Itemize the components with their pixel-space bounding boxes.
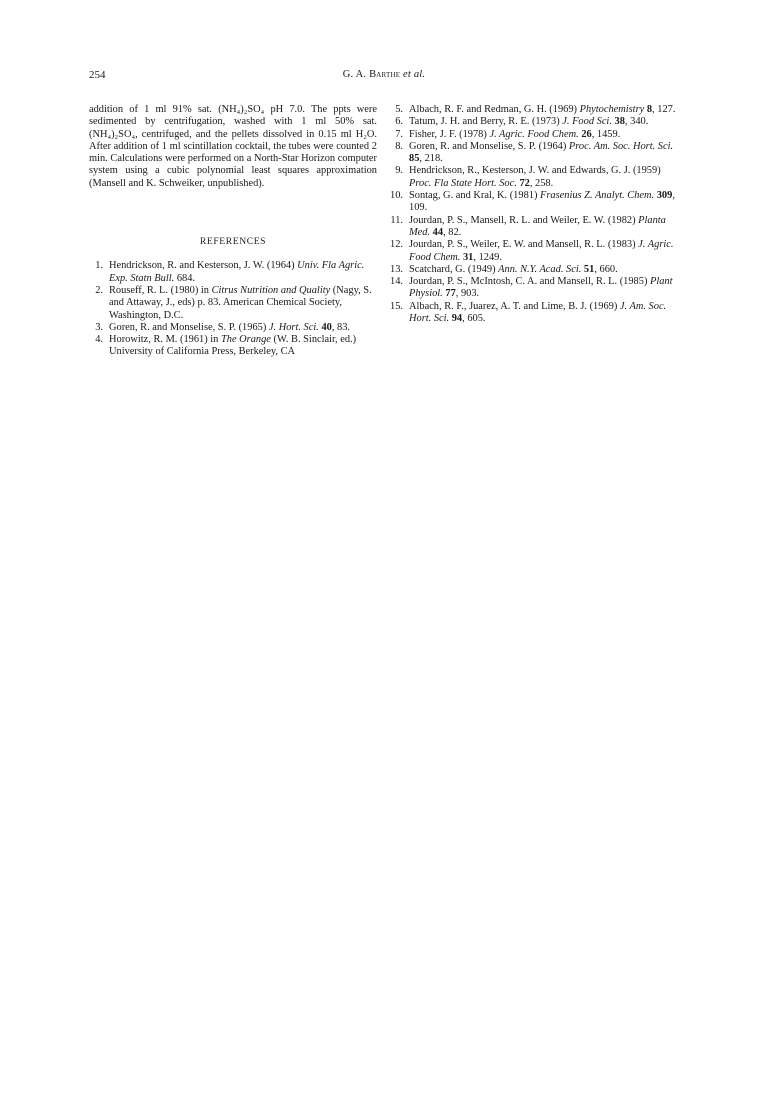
running-head	[0, 69, 768, 81]
reference-number: 12.	[390, 239, 403, 251]
reference-item	[389, 301, 681, 326]
reference-authors-year: Rouseff, R. L. (1980) in	[109, 284, 212, 296]
reference-volume: 94	[451, 313, 463, 325]
reference-item	[89, 260, 377, 285]
reference-authors-year: Horowitz, R. M. (1961) in	[109, 334, 221, 346]
reference-source: J. Food Sci.	[562, 116, 612, 128]
reference-volume: 51	[583, 263, 595, 275]
reference-volume: 85	[409, 153, 420, 165]
reference-authors-year: Albach, R. F. and Redman, G. H. (1969)	[409, 104, 580, 115]
running-head-et-al: et al.	[403, 69, 426, 80]
reference-number: 11.	[390, 214, 403, 226]
reference-pages: , 1459.	[591, 128, 621, 140]
reference-pages: , 127.	[652, 104, 676, 115]
reference-volume: 72	[519, 177, 530, 189]
reference-source: J. Agric. Food Chem.	[409, 239, 674, 263]
reference-source: Frasenius Z. Analyt. Chem.	[540, 190, 655, 202]
reference-number: 5.	[395, 104, 403, 115]
page-number: 254	[89, 69, 106, 81]
reference-item	[389, 116, 681, 128]
reference-number: 3.	[95, 321, 103, 333]
reference-volume: 309	[656, 190, 673, 202]
reference-source: Univ. Fla Agric. Exp. Statn Bull.	[109, 260, 365, 284]
reference-authors-year: Jourdan, P. S., Weiler, E. W. and Mansell, R. L. (1983)	[409, 239, 639, 251]
reference-item	[389, 215, 681, 240]
reference-pages: (W. B. Sinclair, ed.) University of California Press, Berkeley, CA	[109, 334, 357, 358]
reference-authors-year: Goren, R. and Monselise, S. P. (1965)	[109, 321, 269, 333]
reference-number: 9.	[395, 165, 403, 177]
reference-item	[389, 239, 681, 264]
reference-item	[389, 165, 681, 190]
reference-number: 7.	[395, 128, 403, 140]
reference-item	[89, 334, 377, 359]
reference-source: J. Hort. Sci.	[268, 321, 319, 333]
reference-volume: 38	[614, 116, 625, 128]
reference-authors-year: Hendrickson, R. and Kesterson, J. W. (1964)	[109, 260, 298, 272]
right-column	[389, 104, 681, 325]
reference-list-left	[89, 260, 377, 358]
reference-item	[389, 276, 681, 301]
reference-authors-year: Hendrickson, R., Kesterson, J. W. and Edwards, G. J. (1959)	[409, 165, 661, 177]
reference-list-right	[389, 104, 681, 325]
reference-source: Proc. Am. Soc. Hort. Sci.	[568, 140, 674, 152]
reference-number: 8.	[395, 140, 403, 152]
running-head-initials: G. A.	[342, 69, 367, 80]
reference-source: Planta Med.	[409, 214, 666, 238]
reference-authors-year: Tatum, J. H. and Berry, R. E. (1973)	[409, 116, 563, 128]
reference-number: 15.	[390, 300, 403, 312]
reference-volume: 77	[445, 288, 456, 300]
reference-number: 10.	[390, 190, 403, 202]
reference-source: Ann. N.Y. Acad. Sci.	[498, 263, 582, 275]
body-paragraph: addition of 1 ml 91% sat. (NH₄)₂SO₄ pH 7.0. The ppts were sedimented by centrifugation, washed with 1 ml 50% sat. (NH₄)₂SO₄, centrifuged, and the pellets dissolved in 0.15 ml H₂O. After addition of 1 ml scintillation cocktail, the tubes were counted 2 min. Calculations were performed on a North-Star Horizon computer system using a cubic polynomial least squares approximation (Mansell and K. Schweiker, unpublished).	[89, 104, 377, 189]
reference-pages: , 605.	[462, 313, 486, 325]
reference-item	[89, 322, 377, 334]
reference-number: 6.	[395, 116, 403, 128]
reference-item	[389, 141, 681, 166]
reference-pages: , 83.	[331, 321, 351, 333]
reference-source: Phytochemistry	[579, 104, 645, 115]
reference-item	[389, 104, 681, 116]
reference-source: Plant Physiol.	[409, 276, 673, 300]
reference-volume: 44	[432, 226, 444, 238]
reference-number: 2.	[95, 284, 103, 296]
reference-pages: 684.	[174, 272, 196, 284]
reference-pages: (Nagy, S. and Attaway, J., eds) p. 83. American Chemical Society, Washington, D.C.	[109, 284, 372, 321]
reference-authors-year: Jourdan, P. S., Mansell, R. L. and Weiler, E. W. (1982)	[409, 214, 639, 226]
left-column	[89, 104, 377, 359]
reference-pages: , 660.	[594, 263, 618, 275]
reference-volume: 31	[462, 251, 474, 263]
reference-number: 4.	[95, 334, 103, 346]
reference-item	[389, 190, 681, 215]
reference-item	[89, 285, 377, 322]
reference-source: Proc. Fla State Hort. Soc.	[409, 177, 517, 189]
reference-number: 13.	[390, 263, 403, 275]
reference-number: 1.	[95, 260, 103, 272]
references-heading: REFERENCES	[199, 236, 267, 248]
reference-pages: , 258.	[529, 177, 554, 189]
reference-source: J. Am. Soc. Hort. Sci.	[409, 300, 667, 325]
reference-pages: , 109.	[409, 190, 675, 214]
reference-number: 14.	[390, 276, 403, 288]
reference-authors-year: Albach, R. F., Juarez, A. T. and Lime, B. J. (1969)	[409, 300, 620, 312]
reference-pages: , 340.	[624, 116, 649, 128]
reference-source: Citrus Nutrition and Quality	[211, 284, 331, 296]
reference-volume: 40	[321, 321, 332, 333]
reference-source: The Orange	[220, 334, 271, 346]
reference-pages: , 903.	[455, 288, 480, 300]
reference-volume: 26	[581, 128, 592, 140]
reference-authors-year: Fisher, J. F. (1978)	[409, 128, 490, 140]
reference-volume: 8	[646, 104, 653, 115]
reference-authors-year: Jourdan, P. S., McIntosh, C. A. and Mansell, R. L. (1985)	[409, 276, 650, 288]
reference-authors-year: Goren, R. and Monselise, S. P. (1964)	[409, 140, 569, 152]
reference-source: J. Agric. Food Chem.	[489, 128, 579, 140]
reference-authors-year: Scatchard, G. (1949)	[409, 263, 499, 275]
running-head-surname: Barthe	[369, 69, 401, 80]
reference-pages: , 218.	[419, 153, 443, 165]
reference-item	[389, 129, 681, 141]
reference-authors-year: Sontag, G. and Kral, K. (1981)	[409, 190, 541, 202]
reference-pages: , 82.	[443, 226, 462, 238]
reference-item	[389, 264, 681, 276]
reference-pages: , 1249.	[473, 251, 502, 263]
